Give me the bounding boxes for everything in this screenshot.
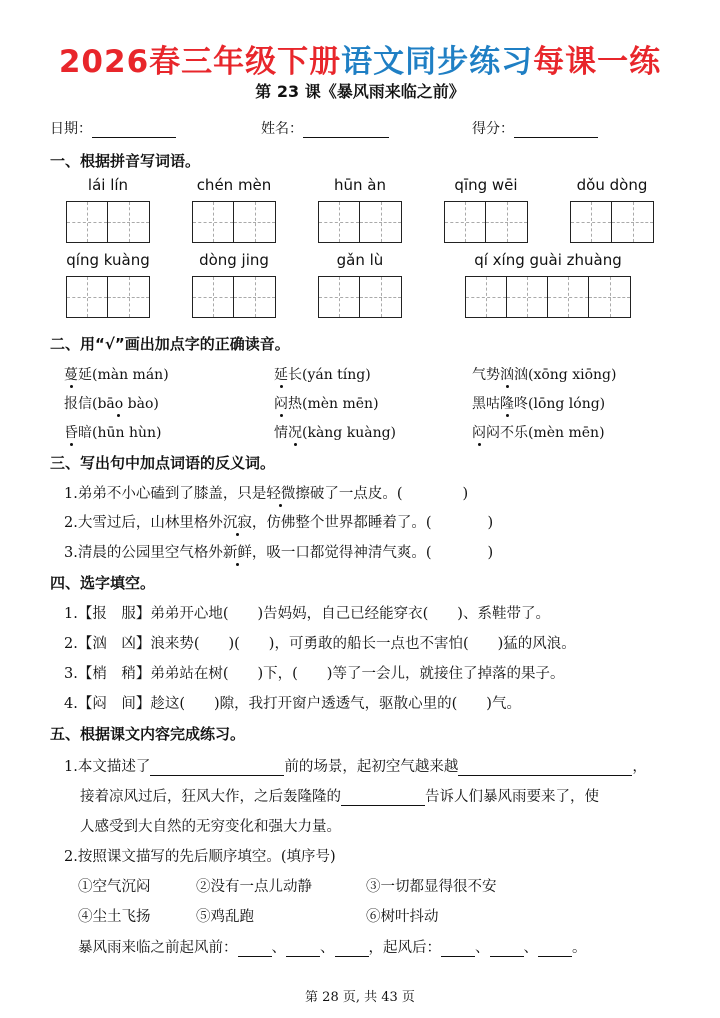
dotted-char: 隆 (500, 396, 514, 412)
question-text: ，起风后： (368, 940, 441, 956)
answer-grid[interactable] (66, 201, 150, 243)
reading-text: (kàng kuàng) (302, 425, 397, 441)
dotted-char: 闷 (274, 396, 288, 412)
answer-blank[interactable] (458, 761, 632, 776)
answer-blank[interactable] (441, 942, 475, 957)
pinyin-label: chén mèn (196, 176, 272, 194)
answer-blank[interactable] (150, 761, 284, 776)
fill-question-4[interactable]: 4.【闷 间】趁这( )隙，我打开窗户透透气，驱散心里的( )气。 (64, 696, 521, 712)
name-blank[interactable] (303, 122, 389, 138)
question-text: ) (487, 545, 494, 561)
section-5-heading: 五、根据课文内容完成练习。 (50, 725, 246, 743)
pinyin-label: qí xíng guài zhuàng (474, 251, 622, 269)
order-option: ①空气沉闷 (78, 879, 151, 895)
section-4-heading: 四、选字填空。 (50, 574, 156, 592)
title-part-practice: 每课一练 (533, 44, 662, 80)
reading-text: 闷不乐(mèn mēn) (486, 425, 605, 441)
dotted-char: 昏 (64, 425, 78, 441)
title-part-subject: 语文同步练习 (341, 44, 534, 80)
reading-text: 热(mèn mēn) (288, 396, 379, 412)
dotted-word: 新鲜 (222, 545, 252, 561)
reading-item[interactable] (274, 364, 371, 384)
question-text: 1.本文描述了 (64, 759, 151, 775)
dotted-word: 轻微 (266, 486, 296, 502)
date-label: 日期： (50, 121, 92, 137)
name-label: 姓名： (261, 121, 303, 137)
question-text: ) (462, 486, 469, 502)
pinyin-label: hūn àn (334, 176, 386, 194)
question-text: ， (632, 759, 647, 775)
reading-item[interactable] (472, 422, 605, 442)
question-text: 告诉人们暴风雨要来了，使 (425, 789, 599, 805)
score-label: 得分： (472, 121, 514, 137)
order-option: ⑤鸡乱跑 (196, 909, 254, 925)
reading-item[interactable] (472, 364, 616, 384)
lesson-subtitle: 第 23 课《暴风雨来临之前》 (255, 82, 465, 101)
answer-grid[interactable] (66, 276, 150, 318)
answer-blank[interactable] (286, 942, 320, 957)
question-text: 1.弟弟不小心磕到了膝盖，只是 (64, 486, 267, 502)
reading-prefix: 气势 (472, 367, 500, 383)
dotted-char: 信(bāo bào) (78, 396, 159, 412)
pinyin-label: lái lín (87, 176, 129, 194)
dotted-char: 延 (274, 367, 288, 383)
dotted-char: 蔓 (64, 367, 78, 383)
answer-grid[interactable] (192, 276, 276, 318)
answer-grid-4[interactable] (465, 276, 631, 318)
answer-grid[interactable] (318, 276, 402, 318)
answer-grid[interactable] (318, 201, 402, 243)
answer-grid[interactable] (570, 201, 654, 243)
reading-item[interactable] (274, 422, 396, 442)
pinyin-label: qīng wēi (454, 176, 518, 194)
fill-question-2[interactable]: 2.【汹 凶】浪来势( )( )，可勇敢的船长一点也不害怕( )猛的风浪。 (64, 636, 576, 652)
reading-item[interactable] (274, 393, 379, 413)
question-text: 2.大雪过后，山林里格外 (64, 515, 223, 531)
separator: 、 (475, 940, 490, 956)
date-field (50, 118, 176, 138)
order-option: ③一切都显得很不安 (366, 879, 497, 895)
pinyin-label: qíng kuàng (66, 251, 150, 269)
antonym-question-2 (64, 511, 493, 532)
reading-item[interactable] (64, 364, 169, 384)
separator: 、 (271, 940, 286, 956)
reading-text: 汹(xōng xiōng) (514, 367, 617, 383)
antonym-question-1 (64, 482, 468, 503)
separator: 。 (572, 940, 587, 956)
reading-text: 延(màn mán) (78, 367, 169, 383)
answer-blank[interactable] (238, 942, 272, 957)
question-text: 3.清晨的公园里空气格外 (64, 545, 223, 561)
antonym-question-3 (64, 541, 493, 562)
reading-prefix: 黑咕 (472, 396, 500, 412)
fill-question-1[interactable]: 1.【报 服】弟弟开心地( )告妈妈，自己已经能穿衣( )、系鞋带了。 (64, 606, 550, 622)
answer-grid[interactable] (444, 201, 528, 243)
question-text: 暴风雨来临之前起风前： (78, 940, 238, 956)
question-text: 接着凉风过后，狂风大作，之后轰隆隆的 (80, 789, 341, 805)
date-blank[interactable] (92, 122, 176, 138)
comprehension-line-2 (80, 785, 599, 806)
page-number: 第 28 页, 共 43 页 (305, 990, 415, 1005)
score-field (472, 118, 598, 138)
name-field (261, 118, 389, 138)
dotted-char: 汹 (500, 367, 514, 383)
section-2-heading: 二、用“√”画出加点字的正确读音。 (50, 335, 290, 353)
answer-blank[interactable] (341, 791, 425, 806)
dotted-char: 闷 (472, 425, 486, 441)
separator: 、 (523, 940, 538, 956)
order-option: ⑥树叶抖动 (366, 909, 439, 925)
question-text: ，吸一口都觉得神清气爽。( (251, 545, 432, 561)
order-option: ④尘土飞扬 (78, 909, 151, 925)
comprehension-line-1 (64, 755, 647, 776)
reading-text: 咚(lōng lóng) (514, 396, 606, 412)
comprehension-line-3: 人感受到大自然的无穷变化和强大力量。 (80, 819, 341, 835)
fill-question-3[interactable]: 3.【梢 稍】弟弟站在树( )下，( )等了一会儿，就接住了掉落的果子。 (64, 666, 565, 682)
section-3-heading: 三、写出句中加点词语的反义词。 (50, 454, 276, 472)
reading-text: 暗(hūn hùn) (78, 425, 162, 441)
reading-item[interactable] (64, 393, 159, 413)
reading-item[interactable] (472, 393, 605, 413)
order-option: ②没有一点儿动静 (196, 879, 312, 895)
question-text: ) (487, 515, 494, 531)
score-blank[interactable] (514, 122, 598, 138)
order-question: 2.按照课文描写的先后顺序填空。(填序号) (64, 849, 336, 865)
question-text: 擦破了一点皮。( (295, 486, 403, 502)
dotted-word: 沉寂 (222, 515, 252, 531)
pinyin-label: dǒu dòng (576, 176, 648, 194)
dotted-char: 况 (288, 425, 302, 441)
answer-blank[interactable] (335, 942, 369, 957)
reading-item[interactable] (64, 422, 161, 442)
reading-text: 长(yán tíng) (288, 367, 371, 383)
reading-prefix: 情 (274, 425, 288, 441)
reading-prefix: 报 (64, 396, 78, 412)
worksheet-title (0, 36, 720, 81)
pinyin-label: dòng jing (199, 251, 269, 269)
section-1-heading: 一、根据拼音写词语。 (50, 152, 201, 170)
pinyin-label: gǎn lù (336, 251, 384, 269)
order-answer-line (78, 936, 587, 957)
separator: 、 (320, 940, 335, 956)
answer-grid[interactable] (192, 201, 276, 243)
title-part-grade: 2026春三年级下册 (58, 44, 342, 80)
question-text: ，仿佛整个世界都睡着了。( (251, 515, 432, 531)
answer-blank[interactable] (490, 942, 524, 957)
answer-blank[interactable] (538, 942, 572, 957)
question-text: 前的场景，起初空气越来越 (284, 759, 459, 775)
